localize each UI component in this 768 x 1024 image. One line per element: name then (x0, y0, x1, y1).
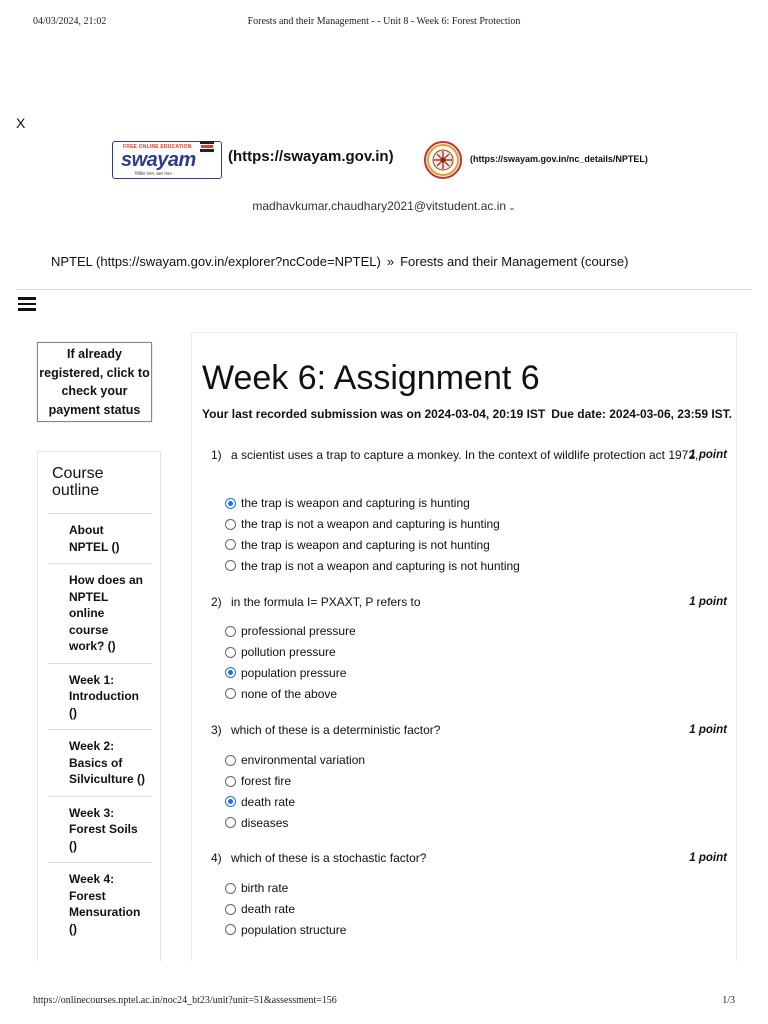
question-number: 2) (211, 595, 222, 609)
question-number: 3) (211, 723, 222, 737)
question-3-options (225, 750, 365, 833)
outline-item-week-2[interactable]: Week 2: Basics of Silviculture () (48, 729, 152, 796)
question-points: 1 point (689, 449, 727, 461)
swayam-logo-subtitle: शिक्षित भारत, उन्नत भारत (135, 171, 172, 176)
question-points: 1 point (689, 596, 727, 608)
option-radio[interactable] (225, 878, 346, 899)
option-radio[interactable] (225, 621, 356, 642)
submission-info (202, 406, 732, 423)
option-label: the trap is not a weapon and capturing is hunting (241, 517, 500, 532)
question-1-options (225, 493, 520, 576)
nptel-details-link[interactable]: (https://swayam.gov.in/nc_details/NPTEL) (470, 154, 648, 164)
option-label: the trap is weapon and capturing is hunting (241, 496, 470, 511)
swayam-logo[interactable] (112, 141, 222, 179)
question-3 (202, 722, 727, 740)
print-title: Forests and their Management - - Unit 8 - Week 6: Forest Protection (247, 16, 521, 27)
question-points: 1 point (689, 724, 727, 736)
print-page-number: 1/3 (722, 995, 735, 1006)
question-text: which of these is a stochastic factor? (231, 851, 427, 865)
question-4-options (225, 878, 346, 940)
outline-item-week-4[interactable]: Week 4: Forest Mensuration () (48, 862, 152, 945)
outline-item-about-nptel[interactable]: About NPTEL () (48, 513, 152, 563)
header-divider (16, 289, 752, 290)
due-date-text: Due date: 2024-03-06, 23:59 IST. (551, 407, 733, 421)
question-2 (202, 594, 727, 612)
option-radio[interactable] (225, 555, 520, 576)
option-radio[interactable] (225, 683, 356, 704)
option-label: population pressure (241, 665, 347, 680)
swayam-logo-tag: FREE ONLINE EDUCATION (123, 144, 192, 150)
option-radio[interactable] (225, 642, 356, 663)
assignment-panel (191, 332, 737, 962)
radio-icon[interactable] (225, 755, 236, 766)
option-radio[interactable] (225, 792, 365, 813)
radio-icon[interactable] (225, 883, 236, 894)
option-radio[interactable] (225, 920, 346, 941)
chevron-down-icon: ⌄ (508, 202, 516, 212)
brand-row (110, 138, 670, 182)
course-outline-list (48, 513, 152, 945)
outline-item-week-3[interactable]: Week 3: Forest Soils () (48, 796, 152, 863)
radio-icon[interactable] (225, 924, 236, 935)
radio-icon[interactable] (225, 688, 236, 699)
option-radio[interactable] (225, 535, 520, 556)
breadcrumb-course-link[interactable]: Forests and their Management (course) (400, 254, 629, 269)
option-label: the trap is weapon and capturing is not hunting (241, 537, 490, 552)
question-points: 1 point (689, 852, 727, 864)
print-url: https://onlinecourses.nptel.ac.in/noc24_bt23/unit?unit=51&assessment=156 (33, 995, 337, 1006)
course-outline-title: Course outline (52, 465, 104, 499)
option-label: professional pressure (241, 624, 356, 639)
payment-status-button[interactable]: If already registered, click to check your payment status (37, 342, 152, 422)
radio-selected-icon[interactable] (225, 667, 236, 678)
question-text: a scientist uses a trap to capture a monkey. In the context of wildlife protection act 1972, (231, 448, 699, 462)
question-text: in the formula I= PXAXT, P refers to (231, 595, 421, 609)
radio-selected-icon[interactable] (225, 498, 236, 509)
option-label: death rate (241, 902, 296, 917)
radio-icon[interactable] (225, 904, 236, 915)
hamburger-menu-icon[interactable] (18, 297, 36, 311)
option-radio[interactable] (225, 663, 356, 684)
option-label: none of the above (241, 686, 338, 701)
breadcrumb-separator: » (386, 254, 395, 269)
radio-icon[interactable] (225, 519, 236, 530)
option-label: forest fire (241, 774, 292, 789)
question-number: 4) (211, 851, 222, 865)
question-4 (202, 850, 727, 868)
swayam-home-link[interactable]: (https://swayam.gov.in) (228, 148, 394, 165)
print-footer (33, 995, 735, 1009)
radio-icon[interactable] (225, 539, 236, 550)
page-title: Week 6: Assignment 6 (202, 359, 540, 397)
user-email: madhavkumar.chaudhary2021@vitstudent.ac.in (252, 199, 507, 213)
option-label: death rate (241, 794, 296, 809)
option-radio[interactable] (225, 514, 520, 535)
radio-icon[interactable] (225, 817, 236, 828)
option-label: birth rate (241, 881, 289, 896)
radio-selected-icon[interactable] (225, 796, 236, 807)
last-submission-text: Your last recorded submission was on 2024-03-04, 20:19 IST (202, 407, 546, 421)
option-label: the trap is not a weapon and capturing is not hunting (241, 558, 520, 573)
question-1 (202, 447, 727, 465)
course-outline (37, 451, 161, 961)
radio-icon[interactable] (225, 776, 236, 787)
option-radio[interactable] (225, 750, 365, 771)
close-button[interactable]: X (16, 115, 26, 131)
radio-icon[interactable] (225, 560, 236, 571)
user-menu[interactable] (0, 199, 768, 213)
radio-icon[interactable] (225, 647, 236, 658)
outline-item-how-it-works[interactable]: How does an NPTEL online course work? () (48, 563, 152, 663)
question-2-options (225, 621, 356, 704)
question-number: 1) (211, 448, 222, 462)
print-header (33, 16, 735, 30)
option-label: environmental variation (241, 753, 366, 768)
option-label: diseases (241, 815, 289, 830)
print-datetime: 04/03/2024, 21:02 (33, 16, 107, 27)
option-radio[interactable] (225, 899, 346, 920)
option-radio[interactable] (225, 493, 520, 514)
books-icon (199, 140, 215, 152)
question-text: which of these is a deterministic factor? (231, 723, 441, 737)
outline-item-week-1[interactable]: Week 1: Introduction () (48, 663, 152, 730)
radio-icon[interactable] (225, 626, 236, 637)
option-label: pollution pressure (241, 645, 336, 660)
option-radio[interactable] (225, 812, 365, 833)
swayam-logo-word: swayam (121, 149, 196, 171)
option-label: population structure (241, 922, 347, 937)
breadcrumb-nptel-link[interactable]: NPTEL (https://swayam.gov.in/explorer?ncCode=NPTEL) (51, 254, 381, 269)
nptel-logo[interactable] (424, 141, 462, 179)
breadcrumb (51, 254, 628, 269)
option-radio[interactable] (225, 771, 365, 792)
